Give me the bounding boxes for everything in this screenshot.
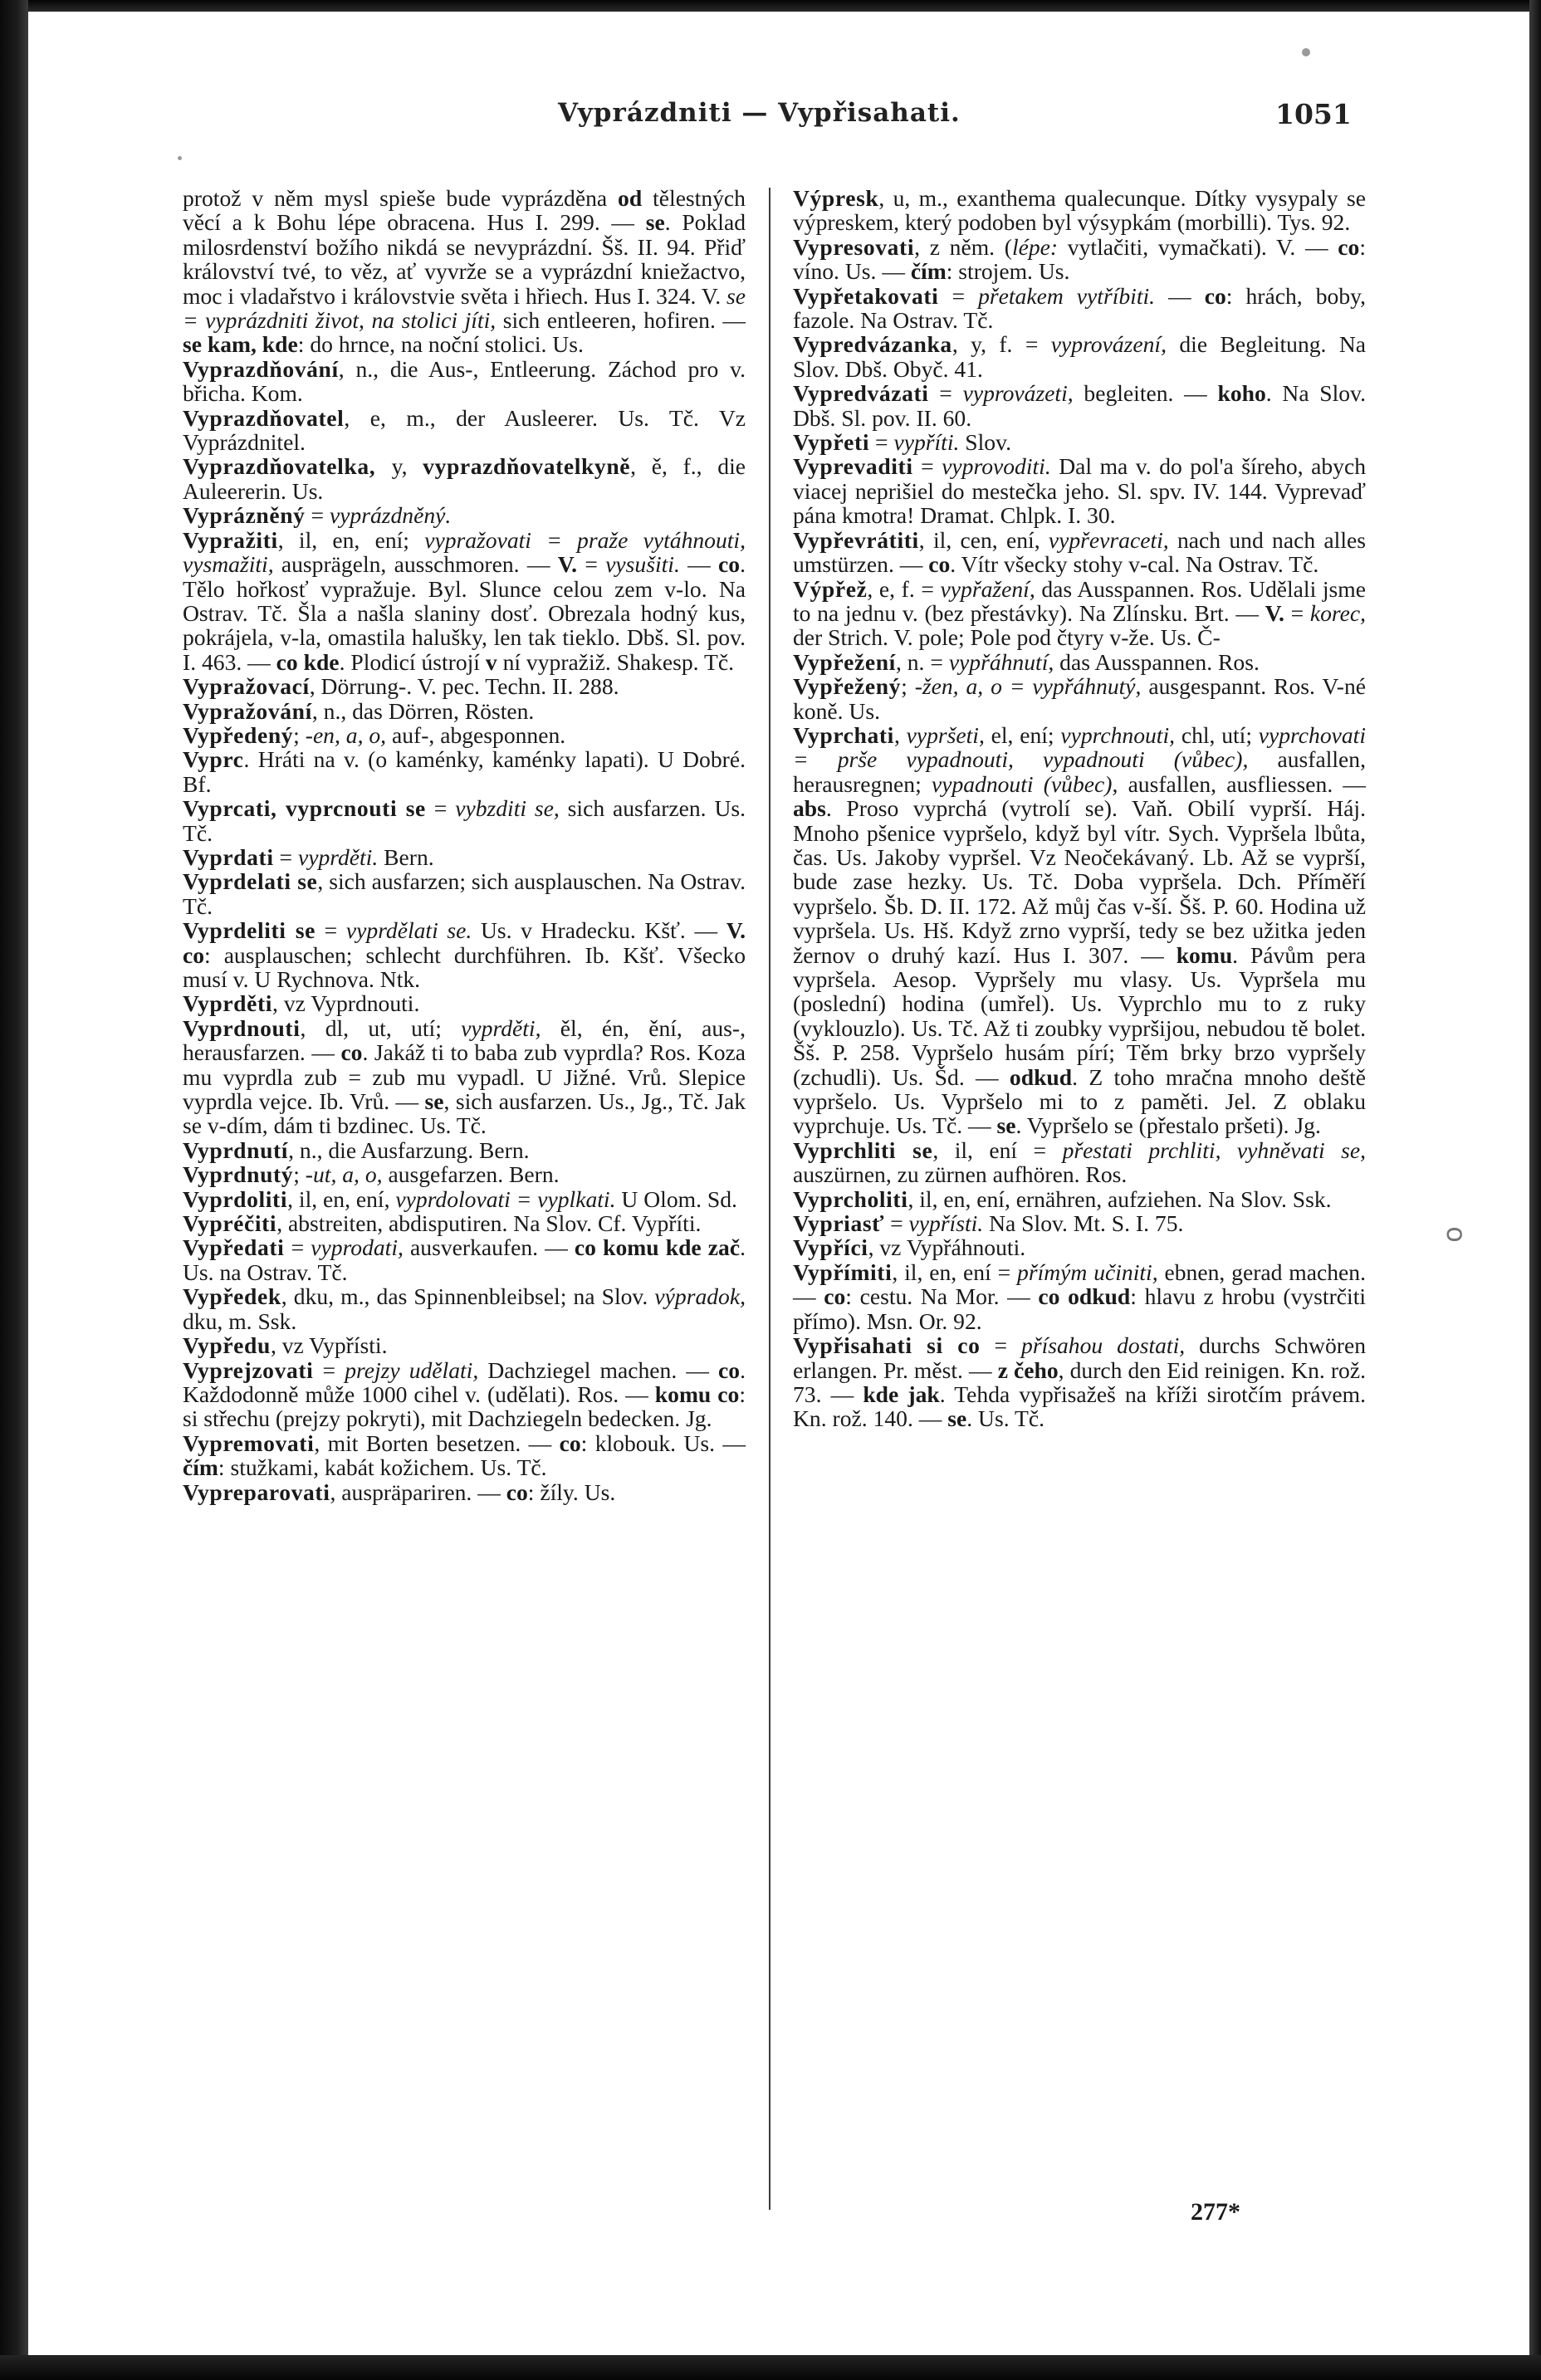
dictionary-entry	[183, 723, 746, 747]
entry-gloss: přísahou dostati,	[1021, 1332, 1186, 1359]
entry-construction: odkud	[1009, 1063, 1073, 1090]
entry-gloss: vypřažení,	[940, 575, 1035, 602]
entry-gloss: vyprdolovati = vyplkati.	[395, 1185, 616, 1212]
entry-gloss: vyprděti,	[461, 1014, 541, 1041]
entry-gloss: vyprděti.	[297, 843, 379, 870]
entry-text: =	[313, 1356, 345, 1383]
entry-text: , mit Borten besetzen. —	[314, 1429, 560, 1456]
entry-headword: Vyprc	[183, 746, 244, 773]
entry-gloss: vyprodati,	[311, 1234, 404, 1261]
entry-text: , sich ausfarzen; sich ausplauschen. Na Ostrav. Tč.	[183, 868, 746, 919]
entry-text: , il, en, ení,	[287, 1185, 396, 1212]
entry-gloss: vyprchovati = prše vypadnouti, vypadnouti (vůbec),	[793, 721, 1366, 773]
entry-text: , dl, ut, utí;	[300, 1014, 462, 1041]
entry-text: —	[1155, 282, 1205, 309]
entry-text: , e, m., der Ausleerer. Us. Tč. Vz Vyprázdnitel.	[183, 404, 746, 456]
entry-construction: co	[340, 1039, 363, 1066]
entry-text: ausfallen, ausfliessen. —	[1118, 770, 1367, 797]
entry-gloss: vyprovázení,	[1050, 331, 1167, 358]
entry-construction: co	[1338, 233, 1360, 260]
dictionary-entry	[183, 796, 746, 845]
entry-headword: Vyprdati	[183, 843, 274, 870]
entry-text: Na Slov. Mt. S. I. 75.	[983, 1210, 1184, 1237]
entry-text: die Begleitung. Na Slov. Dbš. Obyč. 41.	[793, 331, 1366, 382]
entry-text: , abstreiten, abdisputiren. Na Slov. Cf. Vypříti.	[276, 1210, 702, 1237]
entry-construction: se	[645, 209, 665, 236]
entry-headword: Vyprdnouti	[183, 1014, 301, 1041]
entry-text: =	[980, 1332, 1022, 1359]
running-title: Vyprázdniti — Vypřisahati.	[558, 98, 961, 128]
entry-text: ;	[901, 673, 915, 700]
entry-construction: od	[618, 185, 643, 211]
entry-text: , vz Vypřísti.	[270, 1332, 388, 1359]
dictionary-entry	[793, 1235, 1366, 1259]
dictionary-entry	[183, 869, 746, 918]
entry-text: , n. =	[895, 648, 949, 675]
entry-construction: co odkud	[1038, 1283, 1131, 1310]
dictionary-entry	[793, 650, 1366, 674]
entry-headword: Vyprazdňovatel	[183, 404, 345, 431]
dictionary-entry	[793, 430, 1366, 454]
entry-text: protož v něm mysl spieše bude vyprázděna	[183, 185, 619, 211]
entry-text: begleiten. —	[1073, 380, 1218, 407]
entry-text: , dku, m., das Spinnenbleibsel; na Slov.	[281, 1283, 655, 1310]
entry-headword: Vypřisahati si co	[793, 1332, 981, 1359]
entry-text: . Z toho mračna mnoho deště vypršelo. Us. Vypršelo mi to z paměti. Jel. Z oblaku vyprchuje. Us. Tč. —	[793, 1063, 1366, 1139]
scan-border-right	[1529, 0, 1541, 2380]
entry-gloss: vypřísti.	[908, 1210, 984, 1237]
entry-headword: Vypražiti	[183, 526, 278, 553]
entry-headword: Vypražování	[183, 697, 312, 724]
dictionary-entry	[183, 1162, 746, 1186]
entry-text: ,	[893, 721, 907, 748]
dictionary-entry	[183, 1211, 746, 1235]
dictionary-entry	[183, 1138, 746, 1162]
entry-text: y,	[391, 453, 423, 480]
entry-text: , sich ausfarzen. Us., Jg., Tč. Jak se v-dím, dám ti bzdinec. Us. Tč.	[183, 1088, 746, 1139]
dictionary-entry	[793, 674, 1366, 723]
entry-headword: Vyprejzovati	[183, 1356, 314, 1383]
entry-gloss: se = vyprázdniti život, na stolici jíti,	[183, 282, 746, 334]
entry-text: : si střechu (prejzy pokryti), mit Dachziegeln bedecken. Jg.	[183, 1381, 746, 1432]
entry-headword: Vyprchliti se	[793, 1136, 933, 1163]
dictionary-entry	[183, 406, 746, 455]
entry-headword: Vypředený	[183, 721, 294, 748]
entry-construction: co	[824, 1283, 846, 1310]
entry-text: : strojem. Us.	[946, 258, 1070, 285]
entry-construction: co	[506, 1478, 528, 1505]
dictionary-entry	[793, 1333, 1366, 1431]
dictionary-entry	[183, 1235, 746, 1284]
dictionary-entry	[183, 1016, 746, 1138]
entry-text: : klobouk. Us. —	[580, 1429, 746, 1456]
entry-headword: Vypreparovati	[183, 1478, 330, 1505]
entry-headword: Vypréčiti	[183, 1210, 277, 1237]
entry-text: , n., die Ausfarzung. Bern.	[288, 1136, 530, 1163]
entry-headword: Vypriasť	[793, 1210, 885, 1237]
column-divider	[769, 188, 770, 2210]
entry-construction: abs	[793, 795, 826, 822]
entry-text: Dal ma v. do pol'a šíreho, abych viacej neprišiel do mestečka jeho. Sl. spv. IV. 144. Vyprevaď pána kmotra! Dramat. Chlpk. I. 30.	[793, 453, 1366, 529]
entry-gloss: vybzditi se,	[455, 795, 560, 822]
entry-text: . Us. Tč.	[966, 1405, 1044, 1432]
dictionary-entry	[793, 1260, 1366, 1333]
entry-text: das Ausspannen. Ros. Udělali jsme to na jednu v. (bez přestávky). Na Zlínsku. Brt. —	[793, 575, 1366, 626]
dictionary-entry	[183, 674, 746, 698]
dictionary-entry	[183, 528, 746, 674]
scan-speck	[1302, 48, 1310, 56]
entry-construction: V. co	[183, 917, 746, 968]
dictionary-entry	[183, 186, 746, 357]
entry-text: . Jakáž ti to baba zub vyprdla? Ros. Koza mu vyprdla zub = zub mu vypadl. U Jižné. Vrů. Slepice vyprdla vejce. Ib. Vrů. —	[183, 1039, 746, 1115]
entry-text: sich ausfarzen. Us. Tč.	[183, 795, 746, 846]
dictionary-entry	[183, 454, 746, 503]
entry-text: ní vypražiž. Shakesp. Tč.	[497, 648, 734, 675]
entry-headword: Vypředek	[183, 1283, 281, 1310]
entry-gloss: vypražovati = praže vytáhnouti, vysmažiti,	[183, 526, 746, 578]
entry-construction: kde jak	[863, 1381, 940, 1407]
entry-headword: Vyprazdňovatelka,	[183, 453, 392, 480]
dictionary-entry	[793, 723, 1366, 1138]
entry-text: durchs Schwören erlangen. Pr. měst. —	[793, 1332, 1367, 1383]
entry-text: , ě, f., die Auleererin. Us.	[183, 453, 746, 504]
entry-text: , il, ení =	[932, 1136, 1063, 1163]
entry-text: . Každodonně může 1000 cihel v. (udělati). Ros. —	[183, 1356, 746, 1407]
entry-headword: Vyprdnutý	[183, 1161, 294, 1188]
entry-text: : hlavu z hrobu (vystrčiti přímo). Msn. Or. 92.	[793, 1283, 1367, 1334]
entry-text: Slov.	[959, 429, 1012, 456]
entry-text: =	[273, 843, 298, 870]
entry-text: nach und nach alles umstürzen. —	[793, 526, 1366, 578]
entry-gloss: přetakem vytříbiti.	[978, 282, 1156, 309]
entry-gloss: přímým učiniti,	[1017, 1258, 1158, 1285]
entry-text: auf-, abgesponnen.	[386, 721, 566, 748]
entry-construction: co	[559, 1429, 581, 1456]
entry-headword: Vypredvázanka	[793, 331, 952, 358]
entry-text: . Us. na Ostrav. Tč.	[183, 1234, 746, 1285]
entry-headword: Vypřetakovati	[793, 282, 939, 309]
dictionary-entry	[183, 1187, 746, 1211]
entry-gloss: přestati prchliti, vyhněvati se,	[1062, 1136, 1366, 1163]
left-column	[183, 186, 746, 1504]
entry-gloss: vypříti.	[893, 429, 960, 456]
entry-text: : víno. Us. —	[793, 233, 1366, 285]
entry-headword: Vyprazdňování	[183, 355, 339, 382]
entry-construction: co komu kde zač	[574, 1234, 741, 1261]
entry-construction: čím	[183, 1454, 218, 1481]
entry-text: vytlačiti, vymačkati). V. —	[1058, 233, 1338, 260]
entry-text: =	[577, 551, 606, 578]
printer-signature: 277*	[1191, 2198, 1240, 2226]
entry-text: : žíly. Us.	[527, 1478, 616, 1505]
entry-text: : ausplauschen; schlecht durchführen. Ib. Kšť. Všecko musí v. U Rychnova. Ntk.	[183, 941, 746, 992]
entry-construction: V.	[557, 551, 578, 578]
entry-text: Us. v Hradecku. Kšť. —	[472, 917, 726, 944]
dictionary-entry	[793, 235, 1366, 284]
entry-headword: Vyprdelati se	[183, 868, 318, 895]
entry-text: . Tehda vypřisažeš na kříži sirotčím právem. Kn. rož. 140. —	[793, 1381, 1366, 1432]
entry-gloss: vyprázdněný.	[329, 502, 452, 529]
entry-text: =	[316, 917, 346, 944]
entry-text: : cestu. Na Mor. —	[845, 1283, 1039, 1310]
dictionary-entry	[793, 1187, 1366, 1211]
entry-headword: Vypříci	[793, 1234, 868, 1261]
dictionary-entry	[183, 845, 746, 869]
entry-gloss: vypřevraceti,	[1048, 526, 1169, 553]
dictionary-entry	[183, 1333, 746, 1357]
dictionary-entry	[793, 1211, 1366, 1235]
entry-gloss: vypadnouti (vůbec),	[931, 770, 1118, 797]
entry-text: : hrách, boby, fazole. Na Ostrav. Tč.	[793, 282, 1367, 334]
entry-text: , il, cen, ení,	[918, 526, 1049, 553]
dictionary-entry	[183, 503, 746, 527]
entry-construction: co	[718, 551, 741, 578]
entry-text: ausfallen, herausregnen;	[793, 746, 1366, 797]
entry-text: =	[912, 453, 942, 480]
entry-text: das Ausspannen. Ros.	[1054, 648, 1260, 675]
entry-headword: Vyprchati	[793, 721, 894, 748]
entry-text: chl, utí;	[1175, 721, 1259, 748]
dictionary-entry	[183, 1358, 746, 1431]
entry-text: ;	[293, 1161, 306, 1188]
entry-headword: Vypremovati	[183, 1429, 315, 1456]
dictionary-entry	[183, 1431, 746, 1480]
entry-text: auszürnen, zu zürnen aufhören. Ros.	[793, 1161, 1128, 1188]
entry-text: : do hrnce, na noční stolici. Us.	[297, 331, 584, 358]
entry-text: , vz Vypřáhnouti.	[868, 1234, 1026, 1261]
scan-speck	[178, 156, 182, 160]
entry-gloss: -en, a, o,	[305, 721, 387, 748]
entry-text: , u, m., exanthema qualecunque. Dítky vysypaly se výpreskem, který podoben byl výsypkám (morbilli). Tys. 92.	[793, 185, 1366, 236]
entry-text: =	[869, 429, 894, 456]
entry-text: Dachziegel machen. —	[478, 1356, 719, 1383]
entry-gloss: výpradok,	[654, 1283, 746, 1310]
entry-headword: Vypresovati	[793, 233, 915, 260]
margin-mark: o	[1440, 1226, 1472, 1243]
entry-text: , il, en, ení, ernähren, aufziehen. Na Slov. Ssk.	[907, 1185, 1332, 1212]
entry-text: ausprägeln, ausschmoren. —	[273, 551, 558, 578]
entry-headword: Vypřevrátiti	[793, 526, 919, 553]
entry-gloss: vypršeti,	[906, 721, 985, 748]
entry-text: der Strich. V. pole; Pole pod čtyry v-že. Us. Č-	[793, 624, 1221, 651]
entry-headword: Vyprdoliti	[183, 1185, 288, 1212]
dictionary-entry	[183, 747, 746, 796]
dictionary-entry	[793, 454, 1366, 527]
entry-text: : stužkami, kabát kožichem. Us. Tč.	[218, 1454, 547, 1481]
entry-text: =	[1284, 599, 1310, 626]
entry-construction: se	[424, 1088, 444, 1115]
entry-gloss: -žen, a, o = vypřáhnutý,	[914, 673, 1142, 700]
entry-construction: co	[928, 551, 951, 578]
entry-construction: komu	[1176, 941, 1233, 968]
entry-text: . Plodicí ústrojí	[339, 648, 486, 675]
entry-construction: co kde	[276, 648, 340, 675]
entry-headword: Vypřímiti	[793, 1258, 893, 1285]
entry-text: ausverkaufen. —	[403, 1234, 575, 1261]
dictionary-entry	[183, 1284, 746, 1333]
entry-construction: V.	[1265, 599, 1284, 626]
entry-headword: Vyprděti	[183, 990, 273, 1017]
entry-headword: Výpresk	[793, 185, 879, 211]
entry-text: Bern.	[378, 843, 434, 870]
entry-text: =	[938, 282, 979, 309]
entry-gloss: prejzy udělati,	[345, 1356, 479, 1383]
dictionary-entry	[183, 1480, 746, 1504]
entry-text: =	[305, 502, 330, 529]
entry-headword: Vyprcati, vyprcnouti se	[183, 795, 426, 822]
entry-text: ěl, én, ění, aus-, herausfarzen. —	[183, 1014, 746, 1066]
entry-text: . Proso vyprchá (vytrolí se). Vaň. Obilí vyprší. Háj. Mnoho pšenice vypršelo, když byl vítr. Sych. Vypršela lbůta, čas. Us. Jakoby vypršel. Vz Neočekávaný. Lb. Až se vyprší, bude zase hezky. Us. Tč. Doba vypršela. Dch. Příměří vypršelo. Šb. D. II. 172. Až můj čas v-ší. Šš. P. 60. Hodina už vypršela. Us. Hš. Když zrno vyprší, tedy se bez užitka jeden žernov o druhý kazí. Hus I. 307. —	[793, 795, 1366, 968]
entry-text: , durch den Eid reinigen. Kn. rož. 73. —	[793, 1356, 1366, 1407]
entry-text: —	[679, 551, 719, 578]
entry-text: . Na Slov. Dbš. Sl. pov. II. 60.	[793, 380, 1366, 431]
entry-headword: Vyprázněný	[183, 502, 306, 529]
dictionary-entry	[793, 381, 1366, 430]
entry-headword: Vyprevaditi	[793, 453, 913, 480]
entry-construction: se	[947, 1405, 967, 1432]
entry-gloss: vyprovázeti,	[962, 380, 1074, 407]
entry-text: , n., das Dörren, Rösten.	[311, 697, 535, 724]
entry-text: el, ení;	[984, 721, 1061, 748]
entry-construction: se kam, kde	[183, 331, 298, 358]
entry-text: , il, en, ení =	[892, 1258, 1018, 1285]
entry-construction: z čeho	[997, 1356, 1059, 1383]
entry-text: , e, f. =	[867, 575, 941, 602]
entry-text: ausgefarzen. Bern.	[382, 1161, 560, 1188]
entry-gloss: korec,	[1309, 599, 1367, 626]
entry-text: . Pávům pera vypršela. Aesop. Vypršely mu vlasy. Us. Vypršela mu (poslední) hodina (umřel). Us. Vyprchlo mu to z ruky (vyklouzlo). Us. Tč. Až ti zoubky vypršijou, nebudou tě bolet. Šš. P. 258. Vypršelo husám pírí; Těm brky brzo vypršely (zchudli). Us. Šd. —	[793, 941, 1366, 1090]
entry-text: , n., die Aus-, Entleerung. Záchod pro v. břicha. Kom.	[183, 355, 746, 407]
entry-headword: Vyprcholiti	[793, 1185, 908, 1212]
scan-border-bottom	[0, 2355, 1541, 2380]
entry-gloss: -ut, a, o,	[305, 1161, 383, 1188]
entry-construction: čím	[910, 258, 947, 285]
entry-construction: koho	[1217, 380, 1266, 407]
entry-headword: Vyprdnutí	[183, 1136, 289, 1163]
entry-headword: Vyprdeliti se	[183, 917, 316, 944]
entry-headword: Vypřežení	[793, 648, 896, 675]
entry-text: , vz Vyprdnouti.	[272, 990, 420, 1017]
entry-text: . Poklad milosrdenství božího nikdá se nevyprázdní. Šš. II. 94. Přiď království tvé, to věz, ať vyvrže se a vyprázdní kniežactvo, moc i vladařstvo i královstvie světa i hřiech. Hus I. 324. V.	[183, 209, 746, 309]
entry-gloss: vysušiti.	[605, 551, 680, 578]
entry-text: . Vypršelo se (přestalo pršeti). Jg.	[1015, 1112, 1321, 1139]
entry-gloss: vyprdělati se.	[345, 917, 472, 944]
entry-headword: Výpřež	[793, 575, 868, 602]
entry-text: tělestných věcí a k Bohu lépe obracena. Hus I. 299. —	[183, 185, 746, 236]
entry-text: , y, f. =	[952, 331, 1051, 358]
entry-text: ebnen, gerad machen. —	[793, 1258, 1366, 1310]
dictionary-entry	[183, 991, 746, 1015]
dictionary-entry	[793, 1138, 1366, 1187]
dictionary-entry	[183, 357, 746, 406]
entry-text: dku, m. Ssk.	[183, 1307, 297, 1334]
entry-text: . Hráti na v. (o kaménky, kaménky lapati). U Dobré. Bf.	[183, 746, 746, 797]
entry-headword: Vypredvázati	[793, 380, 929, 407]
entry-text: ausgespannt. Ros. V-né koně. Us.	[793, 673, 1366, 724]
dictionary-entry	[793, 577, 1366, 650]
dictionary-entry	[183, 699, 746, 723]
entry-text: =	[284, 1234, 311, 1261]
entry-text: U Olom. Sd.	[615, 1185, 737, 1212]
scan-border-top	[0, 0, 1541, 12]
entry-headword: Vypřeti	[793, 429, 870, 456]
scan-border-left	[0, 0, 28, 2380]
dictionary-entry	[793, 284, 1366, 333]
entry-text: . Vítr všecky stohy v-cal. Na Ostrav. Tč.	[950, 551, 1319, 578]
entry-construction: co	[1204, 282, 1226, 309]
entry-headword: Vypředu	[183, 1332, 271, 1359]
dictionary-entry	[793, 186, 1366, 235]
entry-construction: komu co	[654, 1381, 740, 1407]
entry-headword: vyprazdňovatelkyně	[423, 453, 631, 480]
entry-construction: co	[718, 1356, 741, 1383]
dictionary-entry	[793, 332, 1366, 381]
entry-gloss: vyprovoditi.	[942, 453, 1051, 480]
entry-text: =	[928, 380, 963, 407]
dictionary-entry	[793, 528, 1366, 577]
entry-construction: se	[996, 1112, 1016, 1139]
entry-headword: Vypražovací	[183, 673, 310, 700]
entry-text: , z něm. (	[914, 233, 1012, 260]
entry-headword: Vypředati	[183, 1234, 285, 1261]
entry-text: sich entleeren, hofiren. —	[496, 307, 746, 334]
entry-gloss: vyprchnouti,	[1060, 721, 1176, 748]
dictionary-entry	[183, 918, 746, 991]
page-number: 1051	[1275, 98, 1352, 130]
entry-construction: v	[485, 648, 497, 675]
entry-text: , auspräpariren. —	[330, 1478, 506, 1505]
entry-text: =	[425, 795, 456, 822]
entry-headword: Vypřežený	[793, 673, 902, 700]
entry-text: =	[884, 1210, 909, 1237]
entry-text: , Dörrung-. V. pec. Techn. II. 288.	[309, 673, 619, 700]
entry-text: . Tělo hořkosť vypražuje. Byl. Slunce celou zem v-lo. Na Ostrav. Tč. Šla a našla slaniny dosť. Obrezala hodný kus, pokrájela, v-la, omastila halušky, len tak tieklo. Dbš. Sl. pov. I. 463. —	[183, 551, 746, 675]
right-column	[793, 186, 1366, 1431]
entry-gloss: lépe:	[1011, 233, 1059, 260]
entry-gloss: vypřáhnutí,	[948, 648, 1054, 675]
entry-text: ;	[293, 721, 306, 748]
entry-text: , il, en, ení;	[277, 526, 425, 553]
